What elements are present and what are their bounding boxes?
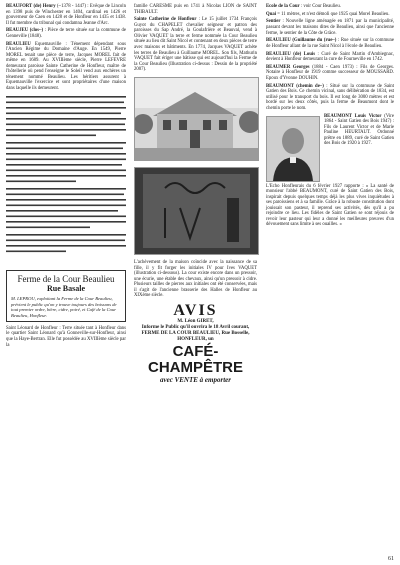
entry	[266, 65, 394, 82]
entry-continued: famille CARESME puis en 1741 à Nicolas LION de SAINT THIBAULT.	[134, 4, 257, 15]
ad-title: Ferme de la Cour Beaulieu	[17, 274, 115, 285]
entry-head: BEAUFORT (de) Henry	[6, 4, 56, 9]
entry-text: : Pièce de terre située sur la commune de Genneville (1848).	[6, 28, 126, 39]
text-block-illustration	[6, 94, 126, 264]
entry-head: Quai	[266, 11, 277, 17]
entry	[266, 19, 394, 36]
entry-head: BEAUMONT (chemin de~)	[266, 83, 324, 89]
entry-text: = 11 mètres, et n'est démoli que 1925 quai Morel Beaulieu.	[277, 11, 390, 17]
entry-head: BEAUMER Georges	[266, 64, 310, 70]
entry-text: : Le 15 juillet 1734 François Guyot du CHAPELET chevalier seigneur et patron des paroisses du Sap André, la Goulafrière et Beauval, vend à Olivier VAQUET la terre et ferme nommée la Cour Beaulieu située au lieu dit Saint Nicol et contenant en deux pièces de terre avec maisons et bâtiments. En 1774, Jacques VAQUET achète les terres de Beaulieu à Guillaume MOREL. Son fils, Mathurin VAQUET fait ériger une bâtisse qui est aujourd'hui la Ferme de la Cour Beaulieu (Illustration ci-dessus : Dessin de la propriété 2007).	[134, 17, 257, 73]
entry-text: (~1378 - 1447) : Evêque de Lincoln en 1398 puis de Winchester en 1404, cardinal en 1426 et gouverneur de Caen en 1428 et de Honfleur en 1435 et 1438. Il fut membre du tribunal qui condamna Jeanne d'Arc.	[6, 4, 127, 26]
entry-text: : Rue située sur la commune de Honfleur allant de la rue Saint Nicol à l'école de Beaulieu.	[266, 38, 395, 49]
entry-text: : Nouvelle ligne aménagée en 1871 par la municipalité, passant devant les maisons dites de Beaulieu, ainsi que l'ancienne ferme, le sentier de la Côte de Grâce.	[266, 19, 394, 36]
entry-text: L'Echo Honfleurais du 6 février 1927 rapporte : « La santé de monsieur l'abbé BEAUMONT, curé de Saint Gatien des Bois, inspirait depuis quelques temps déjà les plus vives inquiétudes à ses paroissiens et à sa famille. Grâce à la robuste constitution dont jouissait son pasteur, il reprend ses activités, dès qu'il a pu rejoindre ce lieu. Les fidèles de Saint Gatien se sont réjouis de revoir leur pasteur qui leur a donné les meilleures preuves d'un dévouement sans limite à ses ouailles. »	[266, 183, 394, 228]
entry	[6, 28, 126, 39]
avis-name: M. Léon GIRET,	[177, 318, 214, 324]
column-3	[266, 4, 394, 230]
entry-head: BEAUJEU (clos~)	[6, 28, 44, 34]
entry-head: BEAULIEU (Guillaume du (rue~)	[266, 38, 337, 44]
entry	[266, 84, 394, 112]
priest-portrait-image	[266, 116, 320, 182]
entry	[266, 38, 394, 49]
entry-head: BEAUMONT Louis Victor	[324, 113, 382, 119]
entry-head: BEAULIEU (de) Louis	[266, 51, 316, 57]
entry-head: Ecole de la Cour	[266, 4, 300, 9]
avis-text: Informe le Public qu'il ouvrira le 18 Avril courant, FERME DE LA COUR BEAULIEU, Rue Bosselle, HONFLEUR, un	[141, 325, 250, 343]
entry	[6, 42, 126, 92]
avis-advertisement	[134, 302, 257, 384]
entry-text: (Vire 1864 - Saint Gatien des Bois 1947) : Fils de Laurent Victor et de Marie Pauline HEURTAUT. Ordonné prêtre en 1889, curé de Saint Gatien des Bois de 1920 à 1927.	[324, 113, 394, 147]
entry-text: (1884 - Caen 1973) : Fils de Georges. Notaire à Honfleur de 1919 comme successeur de MOUSSARD. Epoux d'Yvonne DOUHIN.	[266, 64, 395, 81]
avis-tagline: avec VENTE à emporter	[160, 375, 231, 384]
manor-drawing-image	[134, 77, 259, 161]
ad-subtitle: Rue Basale	[47, 284, 85, 294]
column-2	[134, 4, 257, 384]
entry-head: Sentier	[266, 19, 281, 25]
entry-tail: Saint Léonard de Honfleur : Terre située tant à Honfleur dans le quartier Saint Léonard qu'à Gonneville-sur-Honfleur, ainsi que la Haye-Bertran. Elle fut possédée au XVIIIème siècle par la	[6, 325, 126, 348]
entry	[266, 52, 394, 63]
door-initials-image	[134, 167, 259, 255]
avis-headline: CAFÉ-CHAMPÊTRE	[147, 342, 243, 376]
entry-text: L'achèvement de la maison coïncide avec la naissance de sa fille, il y fit forger les initiales IV pour Ives VAQUET (illustration ci-dessous). La cour existe encore dans un pressoir, une écurie, une étable des chevaux, ainsi qu'un pressoir à cidre. Plusieurs tailles de pierres aux initiales ont été conservées, mais il s'agit de l'ancienne brasserie des Halles de Honfleur au XIXème siècle.	[134, 260, 257, 299]
entry-head: BEAULIEU	[6, 41, 31, 47]
avis-title: AVIS	[173, 301, 218, 319]
column-1	[6, 4, 126, 350]
entry-text: : Situé sur la commune de Saint Gatien des Bois. Ce chemin vicinal, sans délibération de 1834, est utilisé pour le transport du bois. Il est long de 3000 mètres et est bordé sur les deux côtés, puis la ferme de Beaumont dont le chemin porte le nom.	[266, 83, 394, 111]
entry	[6, 4, 126, 26]
entry	[266, 4, 394, 10]
entry-text: Equemauville : Ténement dépendant sous l'Ancien Régime du Domaine d'Auge. En 1549, Pierre MOREL tenait une pièce de terre, Jacques MOREL fait de même en 1689. Au XVIIIème siècle, Pierre LEFEVRE demeurant paroisse Sainte Catherine de Honfleur, maître de l'hôtellerie où pend l'enseigne le Soleil vend aux enchères un ténement nommé Beaulieu. Les héritiers assurent à Equemauville l'exercice et sont propriétaires d'une maison dans laquelle ils demeurent.	[6, 41, 126, 92]
priest-entry	[266, 114, 394, 184]
entry	[266, 12, 394, 18]
ferme-advertisement	[6, 270, 126, 322]
entry-text: : voir Cour Beaulieu.	[300, 4, 341, 9]
page-number: 61	[388, 556, 394, 562]
entry	[134, 17, 257, 72]
entry-head: Sainte Catherine de Honfleur	[134, 17, 197, 23]
entry-text: : Curé de Saint Martin d'Ambiegnac, devient à Honfleur demeurant la cure de Fourneville en 1742.	[266, 51, 394, 63]
entry	[324, 114, 394, 147]
ad-body: M. LEPROU, exploitant la Ferme de la Cour Beaulieu, prévient le public qu'on y trouve toujours des boissons de tout premier ordre, bière, cidre, poiré, et Café de la Cour Beaulieu, Honfleur.	[11, 296, 117, 318]
